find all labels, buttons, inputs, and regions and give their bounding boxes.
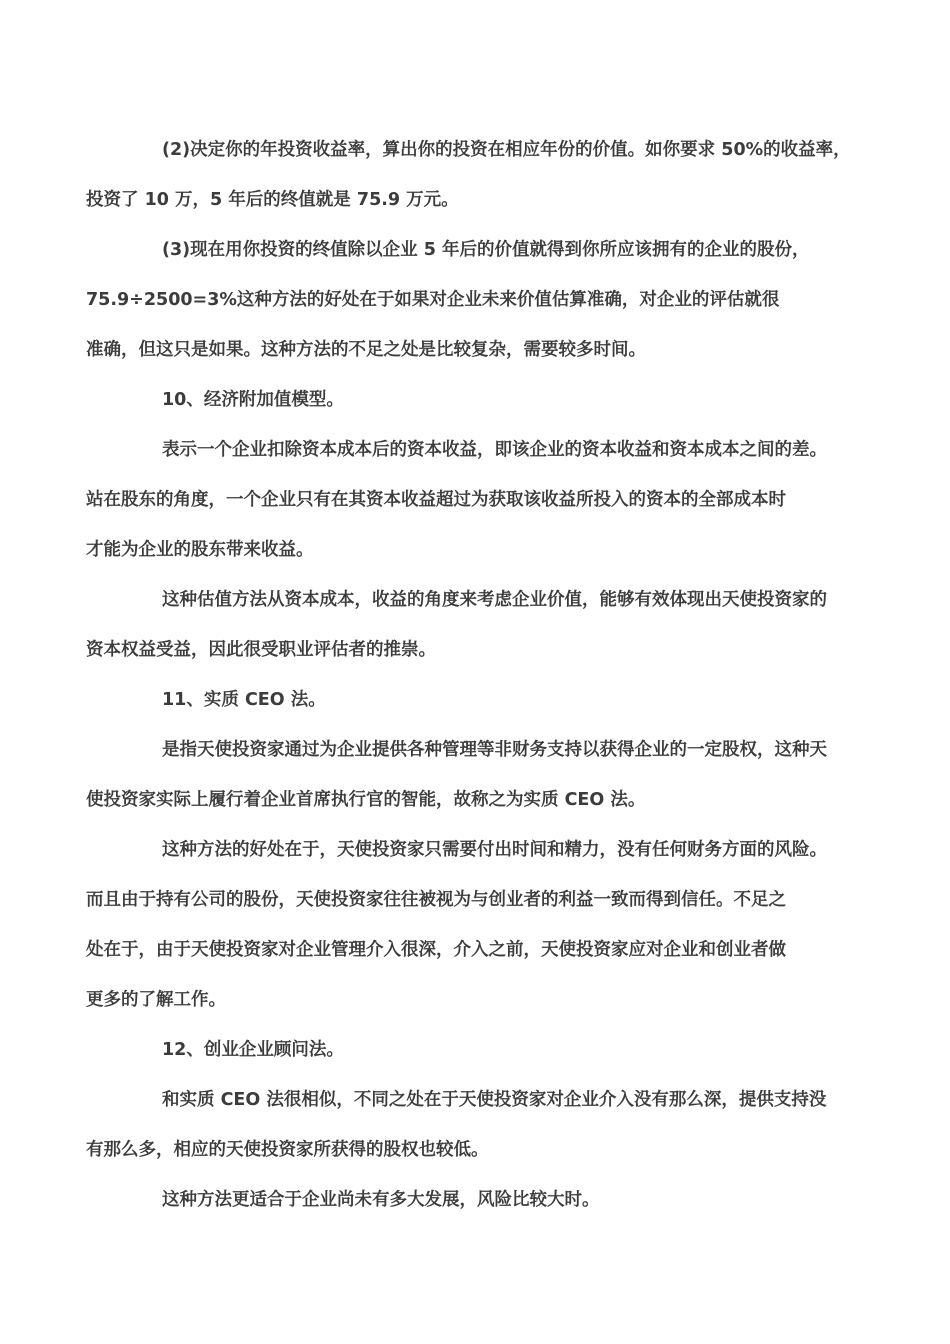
paragraph [86,1175,866,1225]
text-line: 这种估值方法从资本成本，收益的角度来考虑企业价值，能够有效体现出天使投资家的 [162,590,827,610]
paragraph [86,825,866,1025]
text-line: 使投资家实际上履行着企业首席执行官的智能，故称之为实质 CEO 法。 [86,790,646,810]
paragraph [86,575,866,675]
text-line: 表示一个企业扣除资本成本后的资本收益，即该企业的资本收益和资本成本之间的差。 [162,440,827,460]
paragraph [86,725,866,825]
text-line: (3)现在用你投资的终值除以企业 5 年后的价值就得到你所应该拥有的企业的股份， [162,240,810,260]
paragraph [86,225,866,375]
paragraph [86,1025,866,1075]
text-line: 更多的了解工作。 [86,990,226,1010]
text-line: 处在于，由于天使投资家对企业管理介入很深，介入之前，天使投资家应对企业和创业者做 [86,940,786,960]
text-line: 站在股东的角度，一个企业只有在其资本收益超过为获取该收益所投入的资本的全部成本时 [86,490,786,510]
text-line: 有那么多，相应的天使投资家所获得的股权也较低。 [86,1140,489,1160]
text-line: (2)决定你的年投资收益率，算出你的投资在相应年份的价值。如你要求 50%的收益率， [162,140,851,160]
text-line: 75.9÷2500=3%这种方法的好处在于如果对企业未来价值估算准确，对企业的评估就很 [86,290,780,310]
text-line: 是指天使投资家通过为企业提供各种管理等非财务支持以获得企业的一定股权，这种天 [162,740,827,760]
text-line: 12、创业企业顾问法。 [162,1040,344,1060]
text-line: 11、实质 CEO 法。 [162,690,326,710]
paragraph [86,675,866,725]
paragraph [86,125,866,225]
text-line: 这种方法更适合于企业尚未有多大发展，风险比较大时。 [162,1190,600,1210]
text-line: 和实质 CEO 法很相似，不同之处在于天使投资家对企业介入没有那么深，提供支持没 [162,1090,827,1110]
text-line: 资本权益受益，因此很受职业评估者的推崇。 [86,640,436,660]
text-line: 才能为企业的股东带来收益。 [86,540,314,560]
text-line: 这种方法的好处在于，天使投资家只需要付出时间和精力，没有任何财务方面的风险。 [162,840,827,860]
text-line: 10、经济附加值模型。 [162,390,344,410]
paragraph [86,425,866,575]
text-line: 而且由于持有公司的股份，天使投资家往往被视为与创业者的利益一致而得到信任。不足之 [86,890,786,910]
text-line: 投资了 10 万，5 年后的终值就是 75.9 万元。 [86,190,459,210]
document-body [86,125,866,1225]
paragraph [86,1075,866,1175]
paragraph [86,375,866,425]
text-line: 准确，但这只是如果。这种方法的不足之处是比较复杂，需要较多时间。 [86,340,646,360]
